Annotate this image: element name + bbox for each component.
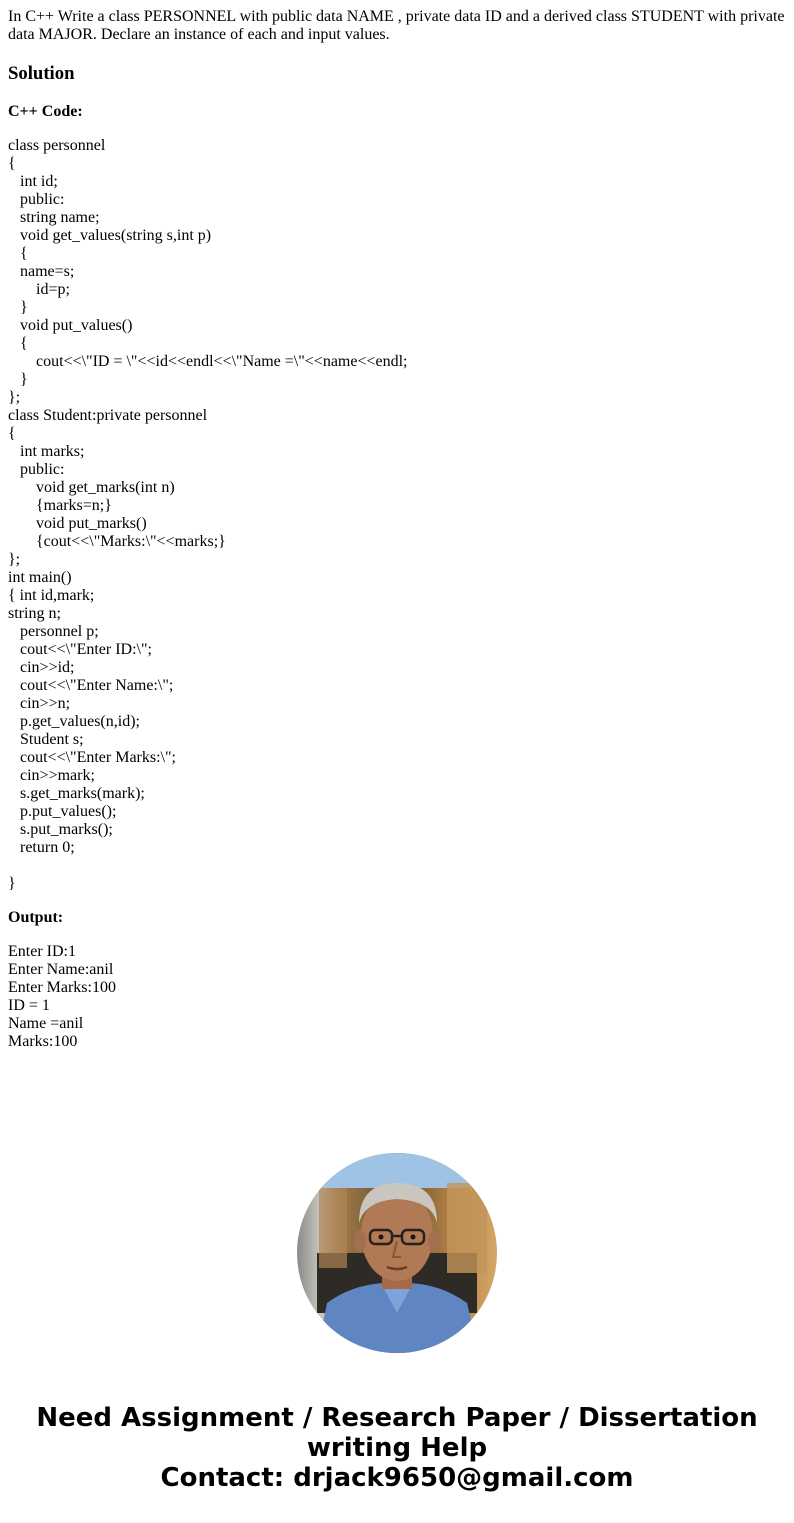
- code-line: {: [8, 335, 28, 352]
- code-line: cout<<\"ID = \"<<id<<endl<<\"Name =\"<<name<<endl;: [8, 353, 408, 370]
- code-line: cout<<\"Enter Name:\";: [8, 677, 174, 694]
- code-line: { int id,mark;: [8, 587, 95, 604]
- code-line: }: [8, 371, 28, 388]
- code-line: }: [8, 299, 28, 316]
- output-line: ID = 1: [8, 997, 50, 1014]
- code-line: public:: [8, 461, 65, 478]
- code-line: name=s;: [8, 263, 75, 280]
- output-heading: Output:: [8, 909, 64, 926]
- code-line: personnel p;: [8, 623, 99, 640]
- code-line: Student s;: [8, 731, 84, 748]
- code-line: id=p;: [8, 281, 70, 298]
- code-line: };: [8, 551, 21, 568]
- code-line: s.get_marks(mark);: [8, 785, 145, 802]
- code-line: {marks=n;}: [8, 497, 112, 514]
- code-line: s.put_marks();: [8, 821, 113, 838]
- solution-heading: Solution: [8, 63, 75, 84]
- code-line: cout<<\"Enter Marks:\";: [8, 749, 176, 766]
- code-line: class personnel: [8, 137, 106, 154]
- code-line: return 0;: [8, 839, 75, 856]
- code-line: {cout<<\"Marks:\"<<marks;}: [8, 533, 226, 550]
- code-line: [8, 857, 408, 875]
- output-line: Enter ID:1: [8, 943, 76, 960]
- code-line: p.get_values(n,id);: [8, 713, 140, 730]
- code-line: p.put_values();: [8, 803, 117, 820]
- output-block: [8, 943, 116, 1051]
- code-line: class Student:private personnel: [8, 407, 208, 424]
- banner-line-1: Need Assignment / Research Paper / Dissertation: [36, 1403, 758, 1433]
- portrait-image: [297, 1153, 497, 1353]
- code-line: void get_marks(int n): [8, 479, 175, 496]
- code-line: int main(): [8, 569, 72, 586]
- output-line: Enter Name:anil: [8, 961, 114, 978]
- code-block: [8, 137, 408, 893]
- code-line: string name;: [8, 209, 100, 226]
- code-line: int id;: [8, 173, 58, 190]
- code-line: {: [8, 425, 16, 442]
- code-line: int marks;: [8, 443, 85, 460]
- code-line: {: [8, 245, 28, 262]
- code-line: public:: [8, 191, 65, 208]
- banner-line-2: writing Help: [306, 1433, 488, 1463]
- banner-contact: Contact: drjack9650@gmail.com: [160, 1463, 634, 1493]
- code-line: string n;: [8, 605, 61, 622]
- code-line: {: [8, 155, 16, 172]
- output-line: Marks:100: [8, 1033, 78, 1050]
- code-line: cin>>n;: [8, 695, 71, 712]
- code-line: void put_marks(): [8, 515, 147, 532]
- code-line: cin>>mark;: [8, 767, 95, 784]
- document-body: [8, 8, 788, 1050]
- code-line: }: [8, 875, 16, 892]
- code-line: cout<<\"Enter ID:\";: [8, 641, 152, 658]
- code-line: void get_values(string s,int p): [8, 227, 212, 244]
- author-portrait: [297, 1153, 497, 1353]
- output-line: Enter Marks:100: [8, 979, 116, 996]
- output-line: Name =anil: [8, 1015, 84, 1032]
- question-text: In C++ Write a class PERSONNEL with public data NAME , private data ID and a derived class STUDENT with private data MAJOR. Declare an instance of each and input values.: [8, 8, 785, 43]
- promo-banner: [0, 1403, 794, 1493]
- code-line: void put_values(): [8, 317, 133, 334]
- code-line: cin>>id;: [8, 659, 75, 676]
- code-line: };: [8, 389, 21, 406]
- code-heading: C++ Code:: [8, 103, 83, 120]
